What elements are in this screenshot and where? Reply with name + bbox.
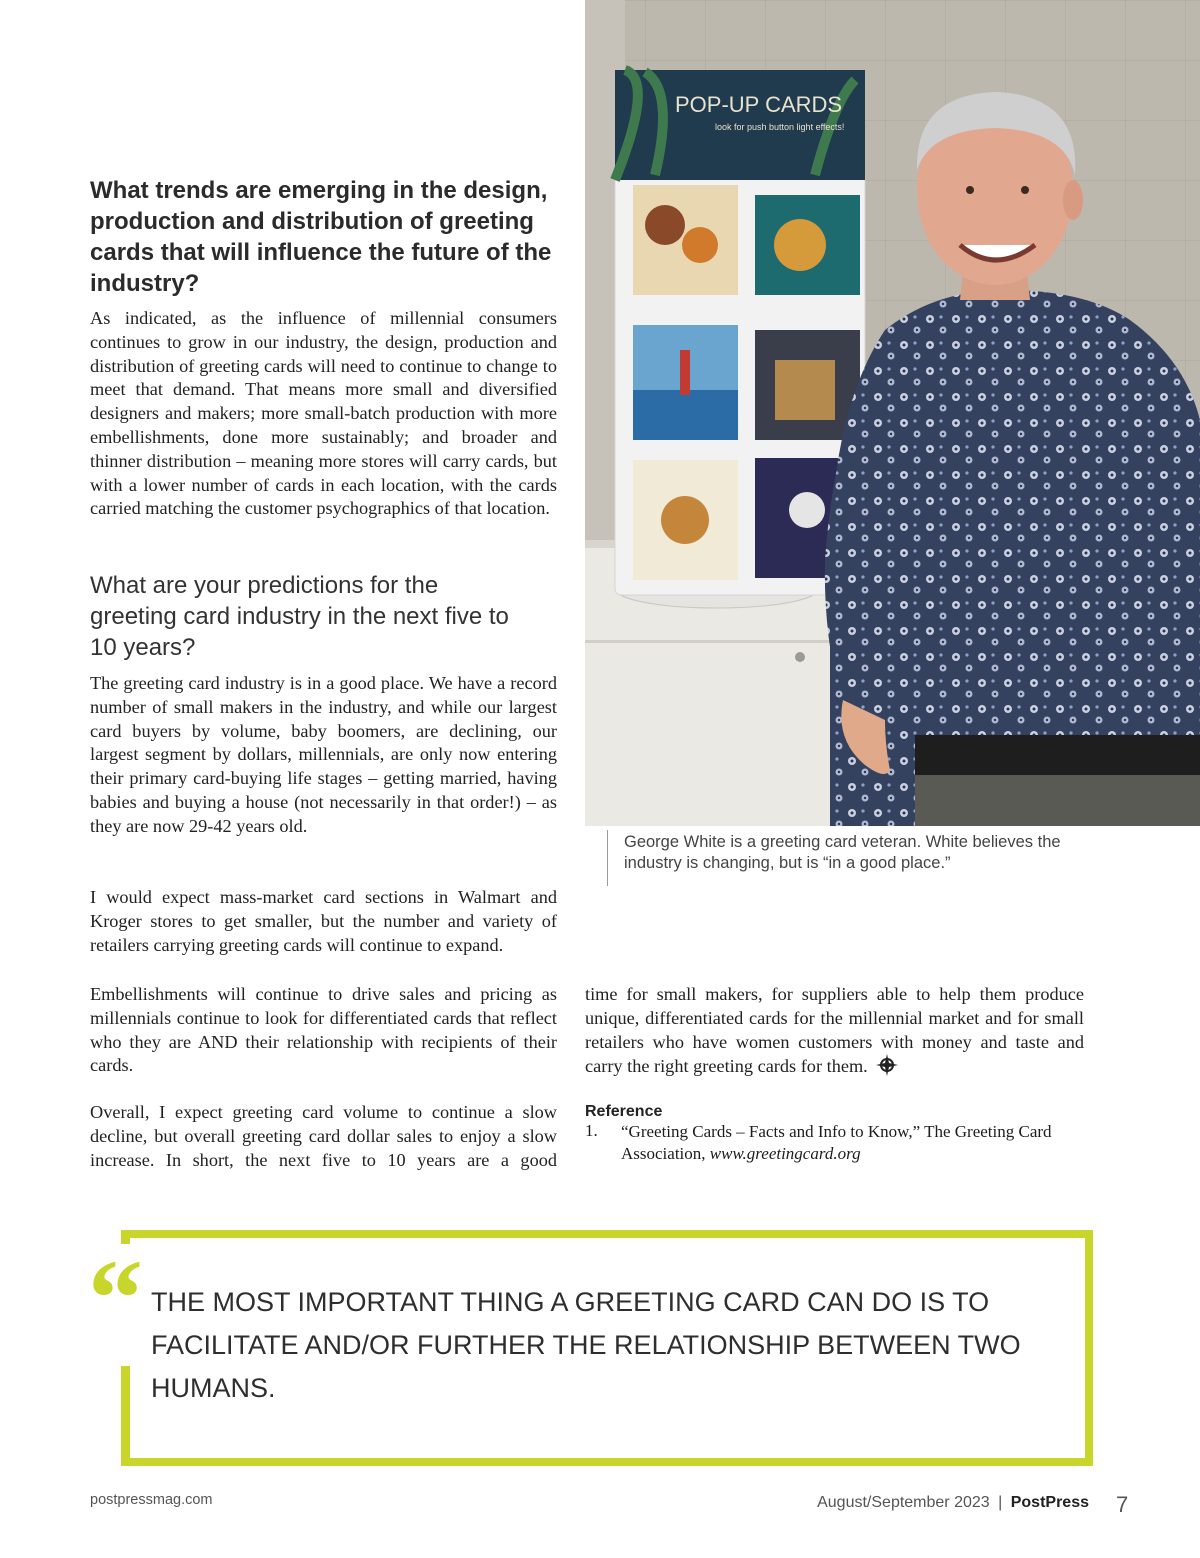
svg-text:look for push button light eff: look for push button light effects! bbox=[715, 122, 845, 132]
reference-item bbox=[621, 1121, 1091, 1165]
footer-issue-line bbox=[817, 1494, 1089, 1512]
paragraph-mass-market: I would expect mass-market card sections in Walmart and Kroger stores to get smaller, but the number and variety of retailers carrying greeting cards will continue to expand. bbox=[90, 887, 557, 955]
paragraph-industry: The greeting card industry is in a good place. We have a record number of small makers in the industry, and while our largest card buyers by volume, baby boomers, are declining, our largest segment by dollars, millennials, are only now entering their primary card-buying life stages – getting married, having babies and buying a house (not necessarily in that order!) – as they are now 29-42 years old. bbox=[90, 673, 557, 836]
photo-george-white bbox=[585, 0, 1200, 826]
reference-link[interactable]: www.greetingcard.org bbox=[709, 1144, 861, 1163]
quote-mark-icon: “ bbox=[88, 1237, 143, 1359]
reference-number: 1. bbox=[585, 1121, 598, 1140]
reference-title: Reference bbox=[585, 1103, 663, 1120]
section-heading-trends: What trends are emerging in the design, production and distribution of greeting cards that will influence the future of the industry? bbox=[90, 177, 552, 297]
pullquote-text: THE MOST IMPORTANT THING A GREETING CARD CAN DO IS TO FACILITATE AND/OR FURTHER THE RELATIONSHIP BETWEEN TWO HUMANS. bbox=[151, 1287, 1021, 1403]
display-sign-text: POP-UP CARDS bbox=[675, 92, 843, 117]
footer-magazine: PostPress bbox=[1010, 1494, 1089, 1511]
reference-citation: “Greeting Cards – Facts and Info to Know,” The Greeting Card Association, bbox=[621, 1122, 1052, 1163]
section-heading-predictions: What are your predictions for the greeting card industry in the next five to 10 years? bbox=[90, 572, 509, 661]
page-number: 7 bbox=[1116, 1492, 1129, 1517]
paragraph-embellishments: Embellishments will continue to drive sales and pricing as millennials continue to look for differentiated cards that reflect who they are AND their relationship with recipients of their cards. bbox=[90, 984, 557, 1076]
paragraph-overall: Overall, I expect greeting card volume to continue a slow decline, but overall greeting card dollar sales to enjoy a slow increase. In short, the next five to 10 years are a good bbox=[90, 1102, 557, 1170]
footer-issue: August/September 2023 bbox=[817, 1494, 990, 1511]
end-mark-icon bbox=[876, 1054, 898, 1076]
paragraph-continuation-text: time for small makers, for suppliers able to help them produce unique, differentiated cards for the millennial market and for small retailers who have women customers with money and taste and carry the right greeting cards for them. bbox=[585, 984, 1084, 1077]
paragraph-continuation bbox=[585, 983, 1084, 1079]
photo-caption: George White is a greeting card veteran. White believes the industry is changing, but is “in a good place.” bbox=[624, 833, 1061, 872]
section-body-trends: As indicated, as the influence of millennial consumers continues to grow in our industry, the design, production and distribution of greeting cards will need to continue to change to meet that demand. That means more small and diversified designers and makers; more small-batch production with more embellishments, done more sustainably; and broader and thinner distribution – meaning more stores will carry cards, but with a lower number of cards in each location, with the cards carried matching the customer psychographics of that location. bbox=[90, 308, 557, 519]
footer-website: postpressmag.com bbox=[90, 1492, 213, 1508]
footer-separator: | bbox=[998, 1494, 1003, 1511]
caption-rule bbox=[607, 830, 608, 886]
